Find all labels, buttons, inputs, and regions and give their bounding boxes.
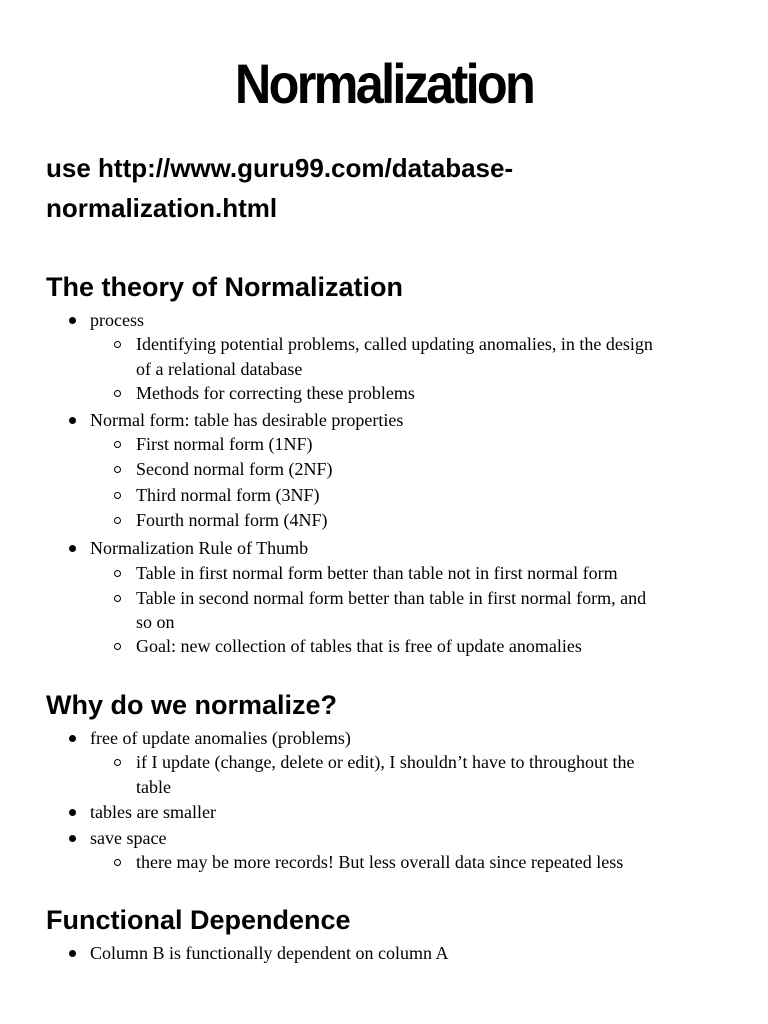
- bullet-filled: [69, 735, 76, 742]
- list-item: tables are smaller: [90, 802, 216, 822]
- section-heading-theory: The theory of Normalization: [46, 272, 404, 302]
- sub-list-item: Identifying potential problems, called updating anomalies, in the design: [136, 334, 653, 354]
- sub-list-item: Methods for correcting these problems: [136, 383, 415, 403]
- reference-link-line-1[interactable]: use http://www.guru99.com/database-: [46, 153, 514, 183]
- bullet-filled: [69, 417, 76, 424]
- bullet-hollow: [114, 390, 121, 397]
- sub-list-item: Second normal form (2NF): [136, 459, 333, 479]
- sub-list-item: Table in first normal form better than table not in first normal form: [136, 563, 618, 583]
- sub-list-item: Third normal form (3NF): [136, 485, 320, 505]
- bullet-hollow: [114, 466, 121, 473]
- bullet-filled: [69, 835, 76, 842]
- sub-list-item-continuation: of a relational database: [136, 359, 303, 379]
- page-title: Normalization: [234, 52, 534, 115]
- bullet-filled: [69, 809, 76, 816]
- bullet-hollow: [114, 441, 121, 448]
- bullet-hollow: [114, 759, 121, 766]
- list-item: Normalization Rule of Thumb: [90, 538, 309, 558]
- bullet-filled: [69, 545, 76, 552]
- sub-list-item: Table in second normal form better than table in first normal form, and: [136, 588, 647, 608]
- bullet-hollow: [114, 570, 121, 577]
- bullet-hollow: [114, 643, 121, 650]
- reference-link-line-2[interactable]: normalization.html: [46, 193, 278, 223]
- section-heading-why: Why do we normalize?: [46, 690, 338, 720]
- list-item: free of update anomalies (problems): [90, 728, 351, 748]
- sub-list-item-continuation: so on: [136, 612, 175, 632]
- sub-list-item: First normal form (1NF): [136, 434, 313, 454]
- section-heading-functional-dependence: Functional Dependence: [46, 905, 351, 935]
- bullet-hollow: [114, 341, 121, 348]
- list-item: save space: [90, 828, 167, 848]
- sub-list-item: Fourth normal form (4NF): [136, 510, 328, 530]
- sub-list-item: if I update (change, delete or edit), I shouldn’t have to throughout the: [136, 752, 635, 772]
- list-item: Normal form: table has desirable properties: [90, 410, 404, 430]
- bullet-filled: [69, 317, 76, 324]
- bullet-hollow: [114, 595, 121, 602]
- sub-list-item-continuation: table: [136, 777, 171, 797]
- bullet-hollow: [114, 517, 121, 524]
- sub-list-item: Goal: new collection of tables that is free of update anomalies: [136, 636, 582, 656]
- bullet-filled: [69, 950, 76, 957]
- list-item: process: [90, 310, 144, 330]
- bullet-hollow: [114, 859, 121, 866]
- sub-list-item: there may be more records! But less overall data since repeated less: [136, 852, 624, 872]
- list-item: Column B is functionally dependent on column A: [90, 943, 449, 963]
- bullet-hollow: [114, 492, 121, 499]
